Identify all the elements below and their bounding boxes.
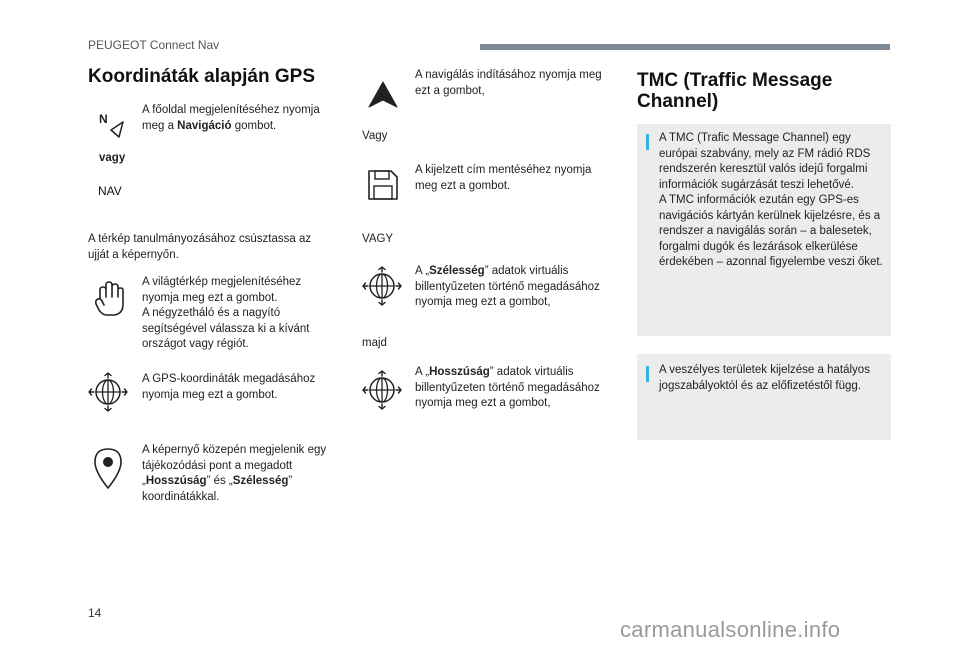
latitude-bold: Szélesség <box>429 265 485 277</box>
vagy-label: vagy <box>99 152 126 164</box>
step1-text <box>142 103 332 134</box>
map-pin-icon <box>92 446 124 490</box>
latitude-pre: A „ <box>415 265 430 277</box>
save-icon <box>366 168 400 202</box>
info-marker-2 <box>646 366 649 382</box>
center-point-mid: ” és „ <box>206 475 233 487</box>
info-box-tmc-text: A TMC (Trafic Message Channel) egy európai szabvány, mely az FM rádió RDS rendszerén keresztül valós idejű forgalmi információk sugárzását teszi lehetővé. A TMC információk ezután egy GPS-es navigációs kártyán kerülnek kijelzésre, és a rendszer a navigálás során – a balesetek, forgalmi dugók és lezárások elkerülése érdekében – azonnal figyelembe veszi őket. <box>659 132 883 268</box>
center-point-bold2: Szélesség <box>232 475 289 487</box>
center-point-text <box>142 443 332 505</box>
page-number: 14 <box>88 606 102 620</box>
info-box-warning-text: A veszélyes területek kijelzése a hatályos jogszabályoktól és az előfizetéstől függ. <box>659 364 870 392</box>
latitude-text <box>415 264 615 311</box>
longitude-text <box>415 365 615 412</box>
hand-icon <box>94 280 128 318</box>
step1-pre: A főoldal megjelenítéséhez nyomja meg a <box>142 104 320 132</box>
section-heading-tmc: TMC (Traffic Message Channel) <box>637 70 833 112</box>
watermark: carmanualsonline.info <box>620 617 841 642</box>
globe-icon-latitude <box>362 266 402 306</box>
step1-post: gombot. <box>231 119 277 132</box>
longitude-bold: Hosszúság <box>429 366 490 378</box>
world-map-line2: A négyzetháló és a nagyító segítségével válassza ki a kívánt országot vagy régiót. <box>142 307 310 350</box>
navigation-arrow-icon <box>97 110 127 140</box>
nav-label: NAV <box>98 184 122 198</box>
save-text: A kijelzett cím mentéséhez nyomja meg ezt a gombot. <box>415 164 592 192</box>
start-nav-text: A navigálás indításához nyomja meg ezt a gombot, <box>415 69 602 97</box>
world-map-text <box>142 275 337 353</box>
center-point-bold1: Hosszúság <box>145 475 207 487</box>
swipe-instruction: A térkép tanulmányozásához csúsztassa az ujját a képernyőn. <box>88 233 312 261</box>
nav-icon-letter: N <box>99 112 108 126</box>
latitude-post: ” adatok virtuális billentyűzeten történő megadásához nyomja meg ezt a gombot, <box>415 265 600 308</box>
start-navigation-icon <box>366 80 400 110</box>
section-heading-gps: Koordináták alapján GPS <box>88 66 315 87</box>
center-point-pre: A képernyő közepén megjelenik egy tájékozódási pont a megadott „ <box>142 444 327 487</box>
world-map-line1: A világtérkép megjelenítéséhez nyomja meg ezt a gombot. <box>142 276 302 304</box>
info-marker <box>646 134 649 150</box>
step1-bold: Navigáció <box>177 119 232 132</box>
longitude-pre: A „ <box>415 366 430 378</box>
globe-icon <box>88 372 128 412</box>
running-header: PEUGEOT Connect Nav <box>88 38 220 52</box>
center-point-post: ” koordinátákkal. <box>142 475 293 503</box>
gps-button-text: A GPS-koordináták megadásához nyomja meg ezt a gombot. <box>142 373 316 401</box>
globe-icon-longitude <box>362 370 402 410</box>
vagy-label-1: Vagy <box>362 130 388 142</box>
longitude-post: ” adatok virtuális billentyűzeten történő megadásához nyomja meg ezt a gombot, <box>415 366 600 409</box>
header-bar <box>480 44 890 50</box>
majd-label: majd <box>362 337 387 349</box>
vagy-label-2: VAGY <box>362 233 394 245</box>
